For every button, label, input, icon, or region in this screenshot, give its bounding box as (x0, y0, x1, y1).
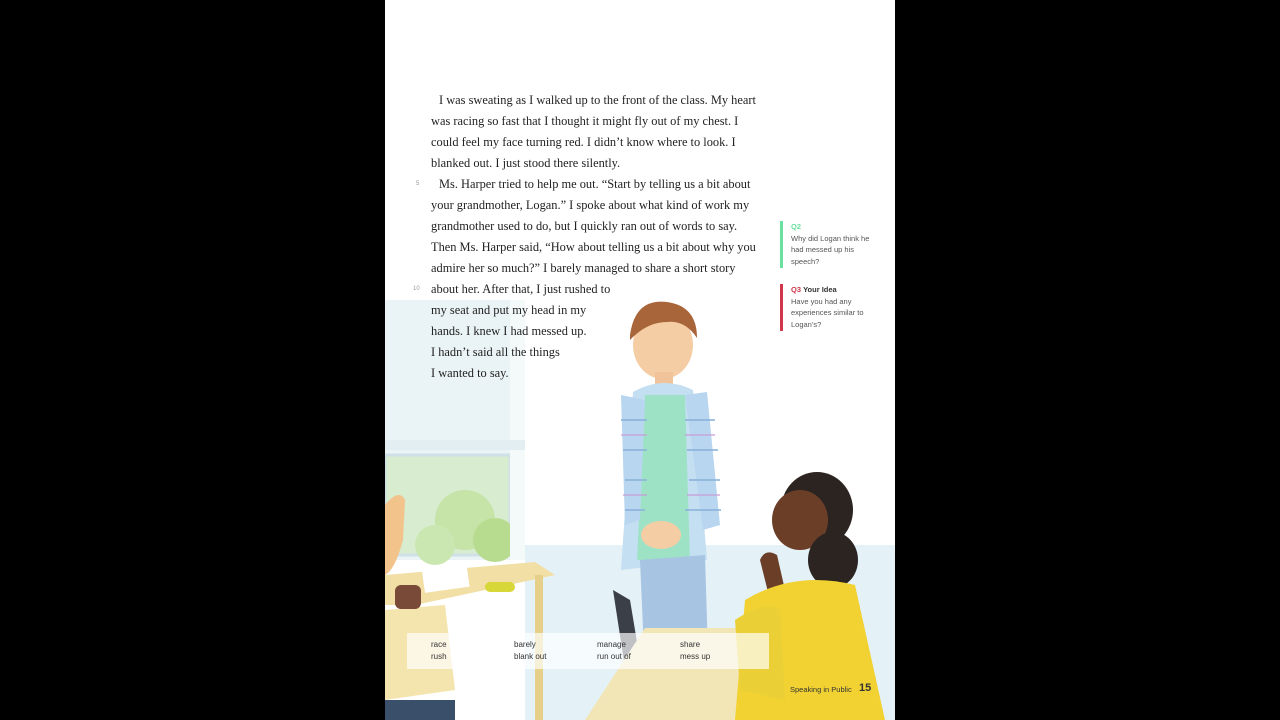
story-line: could feel my face turning red. I didn’t know where to look. I (431, 135, 736, 149)
vocab-word: share (680, 640, 701, 649)
story-line: grandmother used to do, but I quickly ran out of words to say. (431, 219, 738, 233)
question-q2 (780, 221, 881, 268)
story-text (431, 90, 763, 384)
story-line: my seat and put my head in my (431, 303, 587, 317)
story-line: I wanted to say. (431, 366, 509, 380)
story-line: admire her so much?” I barely managed to share a short story (431, 261, 736, 275)
footer-section-title: Speaking in Public (790, 685, 852, 694)
vocab-word: run out of (597, 652, 631, 661)
story-line: was racing so fast that I thought it might fly out of my chest. I (431, 114, 739, 128)
q3-text: Have you had any experiences similar to Logan’s? (791, 296, 864, 329)
vocab-word: manage (597, 640, 626, 649)
q3-title: Your Idea (803, 285, 837, 294)
question-q3 (780, 284, 881, 331)
line-number: 5 (416, 181, 420, 187)
story-line: about her. After that, I just rushed to (431, 282, 611, 296)
story-line: blanked out. I just stood there silently. (431, 156, 621, 170)
q3-tag: Q3 (791, 285, 802, 294)
story-line: your grandmother, Logan.” I spoke about what kind of work my (431, 198, 750, 212)
textbook-page (385, 0, 895, 720)
vocab-word: rush (431, 652, 447, 661)
vocab-word: blank out (514, 652, 547, 661)
vocab-word: mess up (680, 652, 711, 661)
q2-accent-bar (780, 221, 783, 268)
story-line: Ms. Harper tried to help me out. “Start by telling us a bit about (439, 177, 751, 191)
line-number: 10 (413, 286, 420, 292)
vocab-word: race (431, 640, 447, 649)
vocabulary-box (407, 633, 769, 669)
q2-text: Why did Logan think he had messed up his speech? (791, 233, 870, 266)
q3-accent-bar (780, 284, 783, 331)
story-line: I was sweating as I walked up to the front of the class. My heart (439, 93, 756, 107)
story-line: Then Ms. Harper said, “How about telling us a bit about why you (431, 240, 756, 254)
story-line: hands. I knew I had messed up. (431, 324, 587, 338)
vocab-word: barely (514, 640, 536, 649)
page-number: 15 (859, 682, 872, 694)
q2-tag: Q2 (791, 222, 802, 231)
story-line: I hadn’t said all the things (431, 345, 560, 359)
